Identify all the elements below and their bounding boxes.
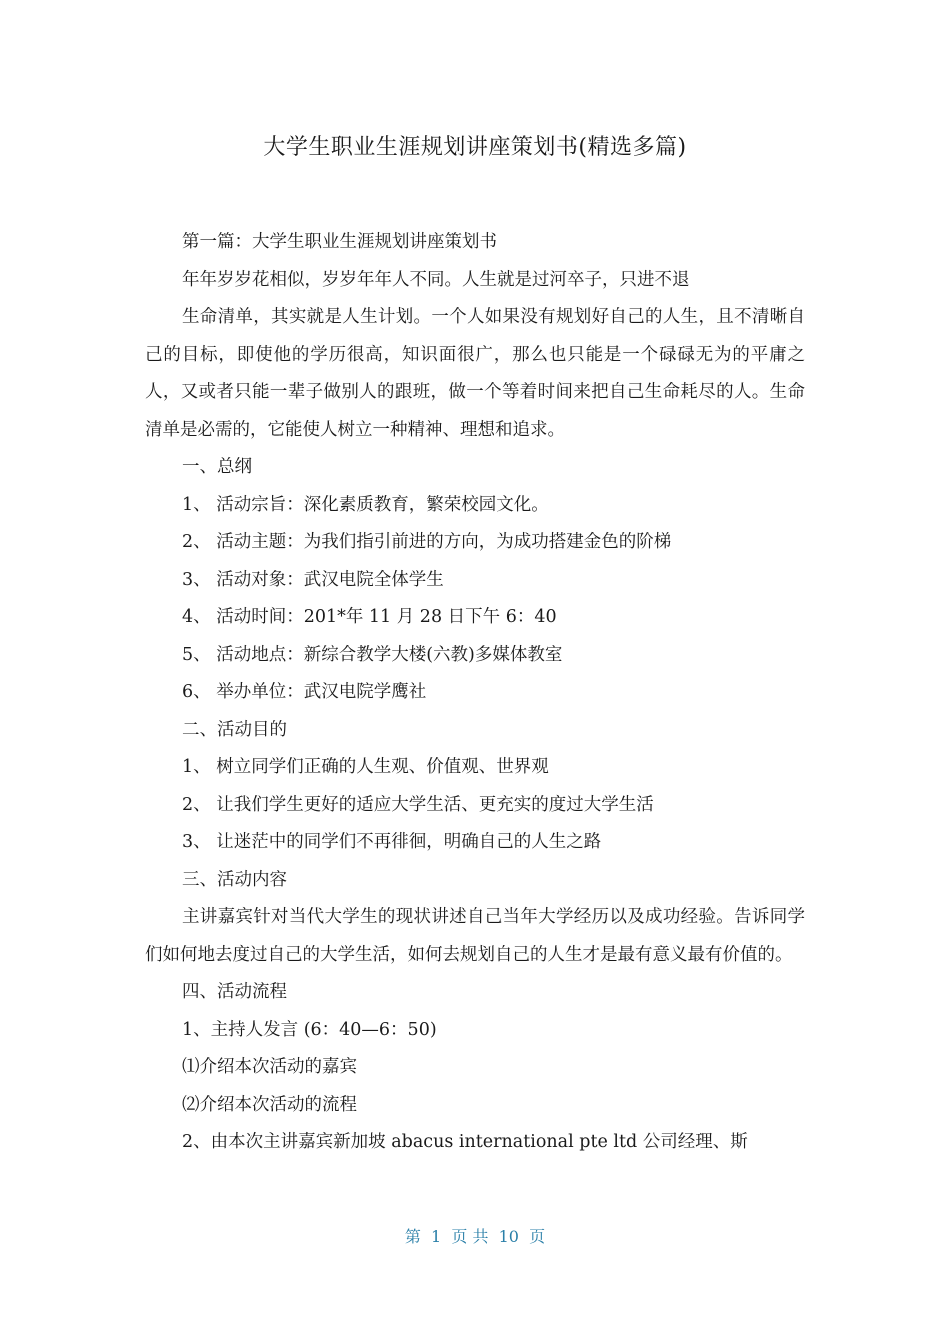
list-item: 1、主持人发言 (6：40—6：50) xyxy=(182,1019,437,1040)
list-item: 3、 让迷茫中的同学们不再徘徊，明确自己的人生之路 xyxy=(182,832,602,852)
section-heading: 三、活动内容 xyxy=(182,869,287,890)
list-item: ⑵介绍本次活动的流程 xyxy=(182,1094,357,1115)
document-body xyxy=(145,224,805,1162)
paragraph: 主讲嘉宾针对当代大学生的现状讲述自己当年大学经历以及成功经验。告诉同学们如何地去度过自己的大学生活，如何去规划自己的人生才是最有意义最有价值的。 xyxy=(145,907,805,965)
list-item: 2、 活动主题：为我们指引前进的方向，为成功搭建金色的阶梯 xyxy=(182,532,672,552)
section-heading: 二、活动目的 xyxy=(182,719,287,740)
section-heading: 一、总纲 xyxy=(182,457,252,477)
list-item: 2、 让我们学生更好的适应大学生活、更充实的度过大学生活 xyxy=(182,794,654,815)
list-item: 3、 活动对象：武汉电院全体学生 xyxy=(182,569,444,590)
paragraph: 生命清单，其实就是人生计划。一个人如果没有规划好自己的人生，且不清晰自己的目标，即使他的学历很高，知识面很广，那么也只能是一个碌碌无为的平庸之人，又或者只能一辈子做别人的跟班，做一个等着时间来把自己生命耗尽的人。生命清单是必需的，它能使人树立一种精神、理想和追求。 xyxy=(145,307,805,440)
list-item: ⑴介绍本次活动的嘉宾 xyxy=(182,1057,357,1077)
list-item: 5、 活动地点：新综合教学大楼(六教)多媒体教室 xyxy=(182,644,563,665)
document-title: 大学生职业生涯规划讲座策划书(精选多篇) xyxy=(263,135,687,160)
list-item: 4、 活动时间：201*年 11 月 28 日下午 6：40 xyxy=(182,607,557,627)
page-number-footer: 第 1 页 共 10 页 xyxy=(404,1227,546,1246)
paragraph: 第一篇：大学生职业生涯规划讲座策划书 xyxy=(182,232,497,252)
list-item: 1、 活动宗旨：深化素质教育，繁荣校园文化。 xyxy=(182,494,549,515)
section-heading: 四、活动流程 xyxy=(182,982,287,1002)
list-item: 2、由本次主讲嘉宾新加坡 abacus international pte ltd 公司经理、斯 xyxy=(182,1132,748,1152)
list-item: 1、 树立同学们正确的人生观、价值观、世界观 xyxy=(182,757,549,777)
paragraph: 年年岁岁花相似，岁岁年年人不同。人生就是过河卒子，只进不退 xyxy=(182,269,690,290)
list-item: 6、 举办单位：武汉电院学鹰社 xyxy=(182,682,427,702)
